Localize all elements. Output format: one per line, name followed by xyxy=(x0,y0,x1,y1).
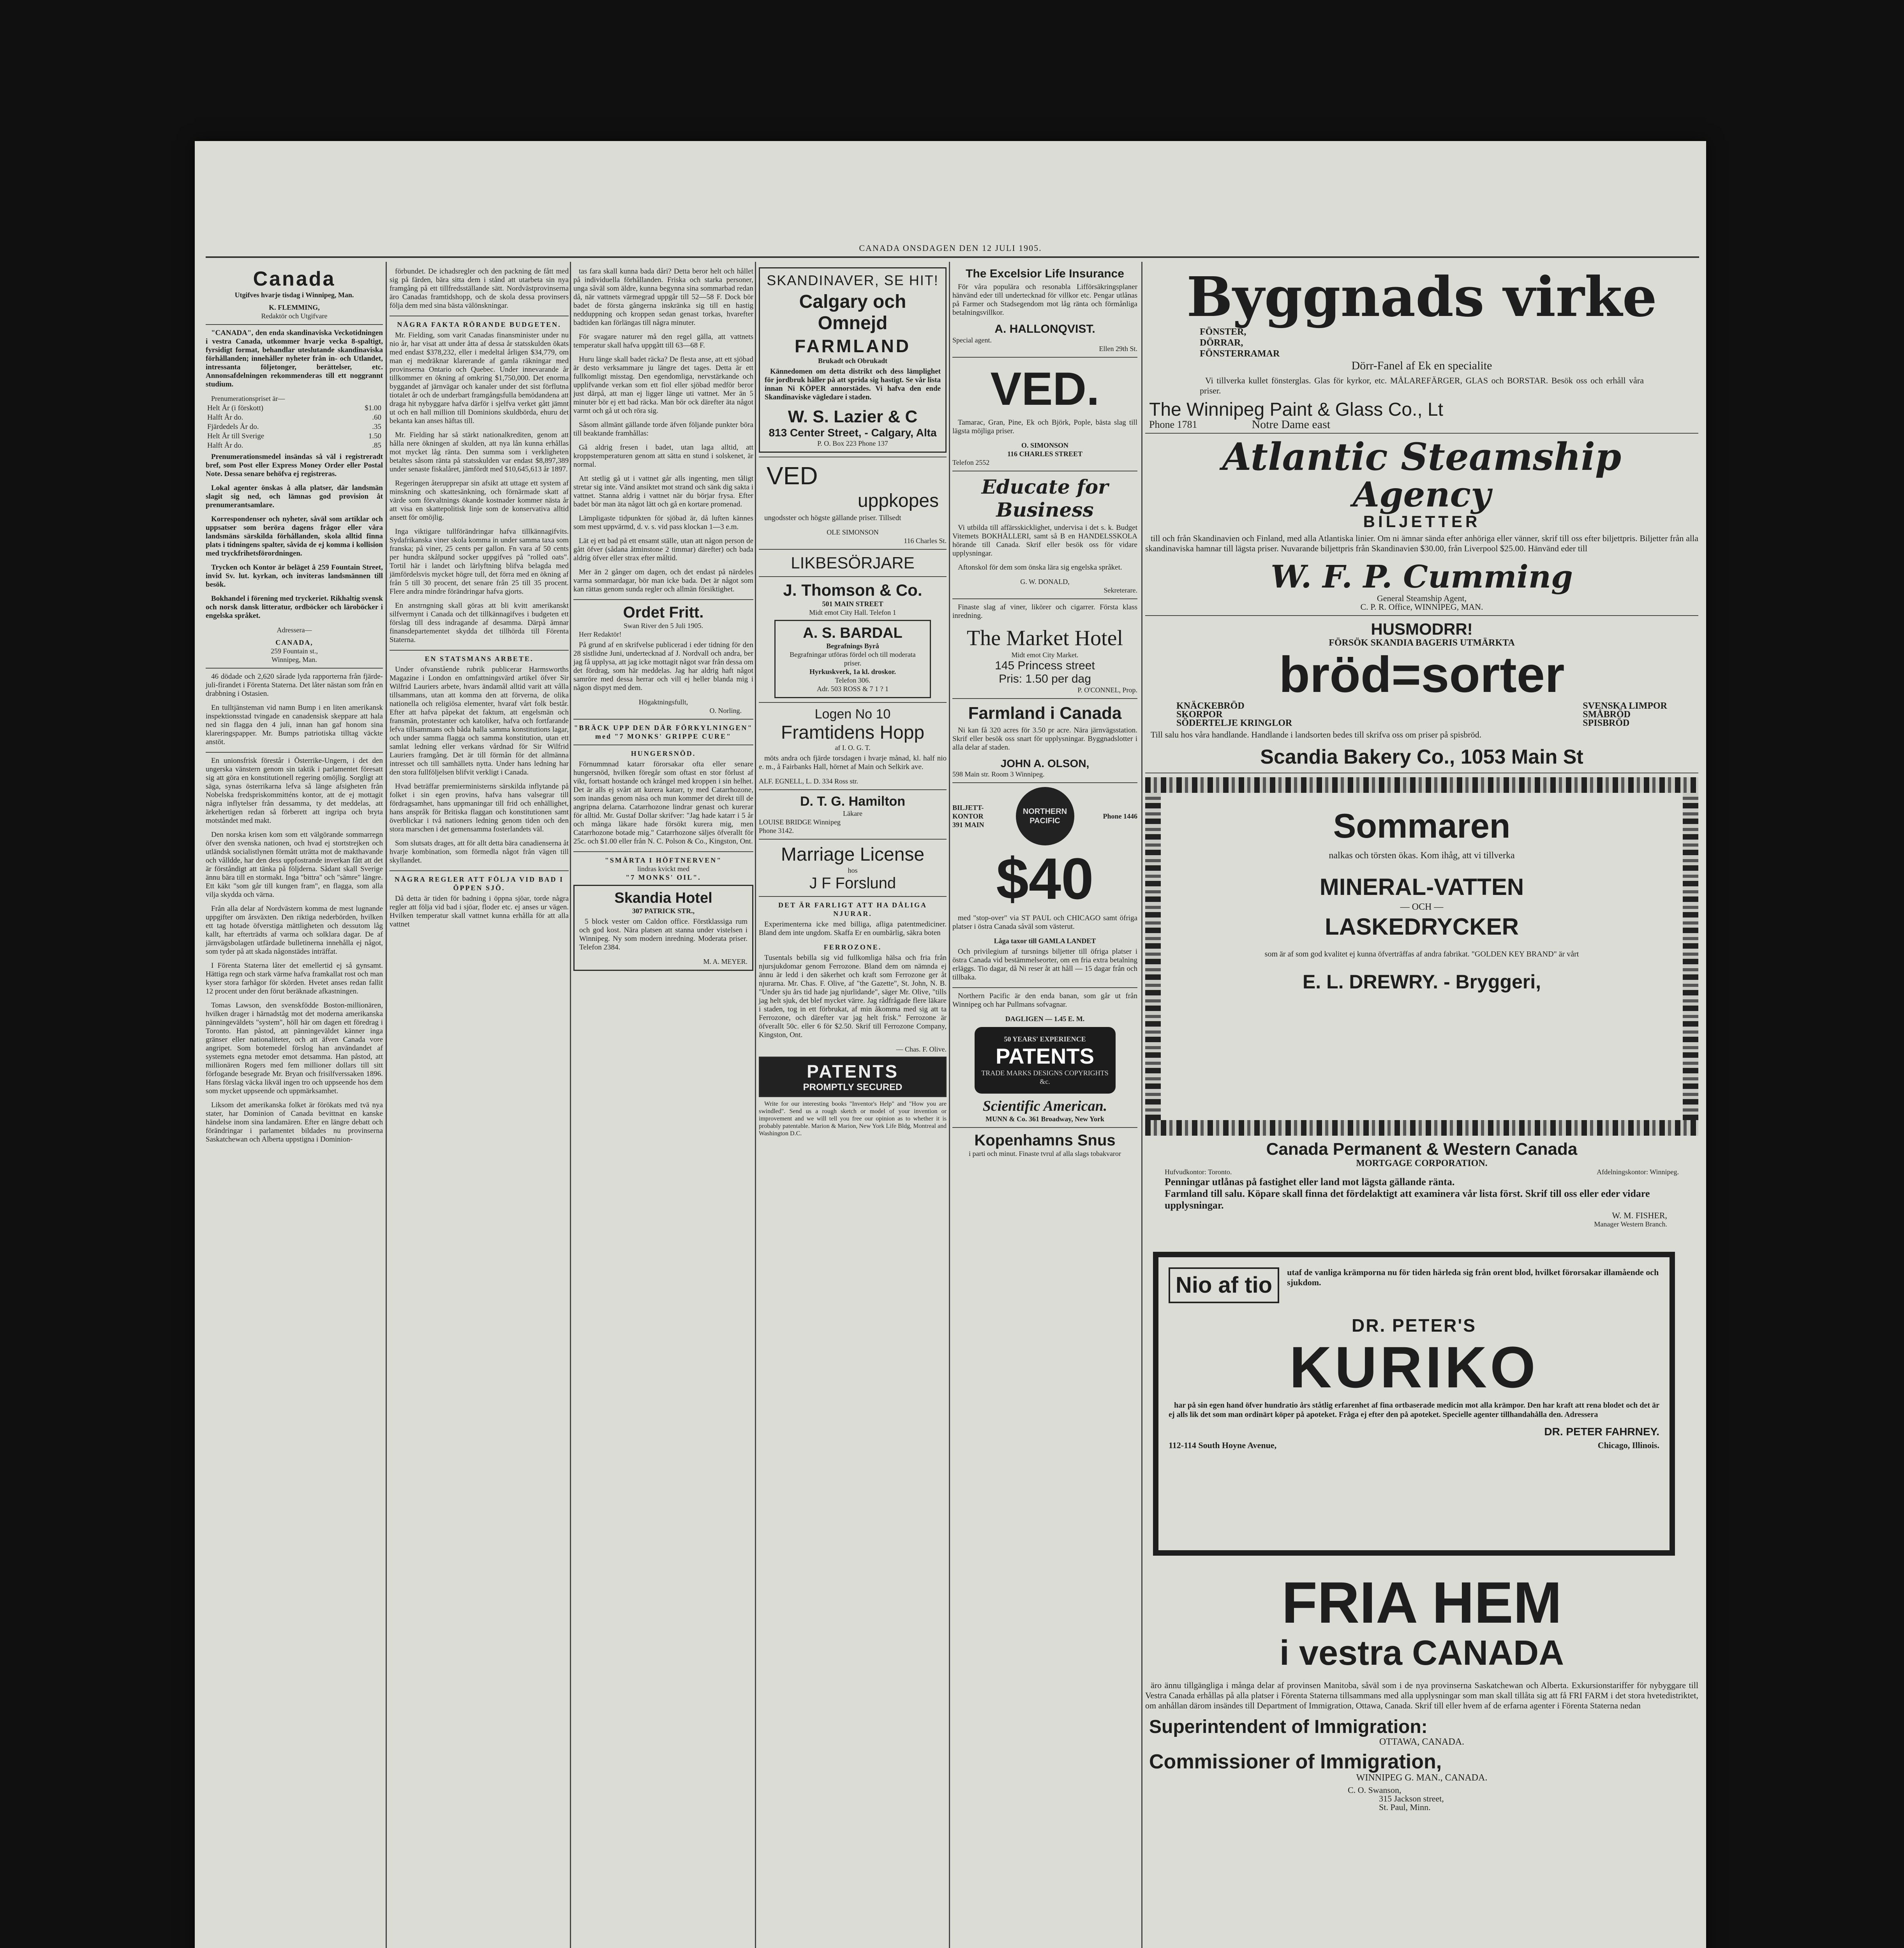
ad-subhead: Brukadt och Obrukadt xyxy=(818,357,888,365)
lumber-item: DÖRRAR, xyxy=(1200,338,1243,348)
school-role: Sekreterare. xyxy=(1104,586,1137,594)
free-homes-body: äro ännu tillgängliga i många delar af provinsen Manitoba, såväl som i de nya provinserna Saskatchewan och Alberta. Exkursionstariffer för nybyggare till Vestra Canada erhållas på alla platser i Förenta Staterna tillsammans med alla upplysningar som man skall tillåta sig att få FRI FARM i det stora hvetedistriktet, om anhållan därom insändes till Department of Immigration, Ottawa, Canada. Skrif till eller hvem af de erfarna agenter i Förenta Staterna nedan xyxy=(1145,1680,1698,1710)
column-rule xyxy=(755,262,756,1948)
lodge-name: Framtidens Hopp xyxy=(781,722,925,743)
price-value: $1.00 xyxy=(365,404,381,412)
ad-heading: DET ÄR FARLIGT ATT HA DÅLIGA NJURAR. xyxy=(778,901,927,918)
insurance-body: För våra populära och resonabla Lifförsäkringsplaner hänvänd eder till undertecknad för villkor etc. Pengar utlånas på Farmer och Stadsegendom mot låg ränta och förmånliga betalningsvillkor. xyxy=(952,283,1137,317)
divider xyxy=(952,698,1137,699)
mortgage-branch: Afdelningskontor: Winnipeg. xyxy=(1597,1168,1679,1176)
ad-heading: "SMÄRTA I HÖFTNERVEN" xyxy=(605,856,722,864)
kuriko-name: DR. PETER FAHRNEY. xyxy=(1544,1426,1659,1438)
letters-title: Ordet Fritt. xyxy=(623,604,704,621)
kuriko-city: Chicago, Illinois. xyxy=(1597,1440,1659,1450)
price-table xyxy=(206,404,383,450)
lodge-body: möts andra och fjärde torsdagen i hvarje månad, kl. half nio e. m., å Fairbanks Hall, hörnet af Main och Selkirk ave. xyxy=(759,754,947,771)
article-heading: HUNGERSNÖD. xyxy=(631,750,696,757)
bread-sub: FÖRSÖK SKANDIA BAGERIS UTMÄRKTA xyxy=(1329,638,1515,648)
kuriko-title: KURIKO xyxy=(1289,1334,1539,1400)
ad-column xyxy=(1145,262,1698,1812)
patents-badge xyxy=(975,1027,1116,1094)
header-rule xyxy=(206,256,1699,258)
market-hotel-owner: P. O'CONNEL, Prop. xyxy=(1077,686,1137,694)
mortgage-offices xyxy=(1145,1168,1698,1176)
kuriko-header xyxy=(1169,1267,1659,1303)
drewry-och: — OCH — xyxy=(1400,902,1444,912)
bardal-tel: Telefon 306. xyxy=(835,676,871,684)
article-paragraph: Som slutsats drages, att för allt detta bära canadienserna åt hvarje kombination, som förmedla något från vägen till skyllandet. xyxy=(390,839,569,865)
bread-list-left xyxy=(1176,702,1292,727)
ved-ad-name: OLE SIMONSON xyxy=(827,528,879,536)
patents-years: 50 YEARS' EXPERIENCE xyxy=(1004,1035,1086,1043)
atlantic-agent: W. F. P. Cumming xyxy=(1271,558,1573,595)
mortgage-title: Canada Permanent & Western Canada xyxy=(1266,1140,1578,1159)
article-paragraph: En anstrngning skall göras att bli kvitt amerikanskt silfvermynt i Canada och det tillkännagifves i budgeten ett förslag till dess indragande af desamma. Därpå ämnar finansdepartementet skydda det tillhörda till Förenta Staterna. xyxy=(390,602,569,644)
newspaper-page xyxy=(195,141,1706,1948)
price-value: .35 xyxy=(372,423,381,431)
ad-body: Experimenterna icke med billiga, afliga patentmediciner. Bland dem inte ungdom. Skaffa Er en oumbärlig, säkra boten xyxy=(759,920,947,937)
price-row xyxy=(206,404,383,413)
mortgage-hq: Hufvudkontor: Toronto. xyxy=(1165,1168,1232,1176)
lumber-body: Vi tillverka kullet fönsterglas. Glas för kyrkor, etc. MÅLAREFÄRGER, GLAS och BORSTAR. Besök oss och erhåll våra priser. xyxy=(1200,376,1644,395)
ad-po: P. O. Box 223 Phone 137 xyxy=(817,439,888,447)
vine-border-icon xyxy=(1145,1120,1698,1136)
ved-ad-address: 116 Charles St. xyxy=(904,537,947,545)
divider xyxy=(1145,433,1698,434)
article-paragraph: Mr. Fielding, som varit Canadas finansminister under nu nio år, har visat att under åtta af dessa år statsskulden ökats med endast $378,232, eller i medeltal årligen $34,779, om man ej medräknar klarerande af gamla räkningar med provinserna Ontario och Quebec. Under innevarande år tillkommer en ökning af omkring $1,750,000. Det enorma byggandet af järnvägar och kanaler under det sist förflutna tiotalet år och de underbart framgångsfulla bemödandena att draga hit nybyggare hafva därför i sjelfva verket gått jämnt ut och en hall million till Dominions skuldbörda, ehuru det bekanta kan anses häftas till. xyxy=(390,331,569,425)
immigration-commissioner: Commissioner of Immigration, xyxy=(1149,1750,1442,1773)
divider xyxy=(759,896,947,897)
column-rule xyxy=(1141,262,1142,1948)
ved-ad-title: VED. xyxy=(990,363,1100,415)
marriage-name: J F Forslund xyxy=(809,875,896,892)
farmland-address: 598 Main str. Room 3 Winnipeg. xyxy=(952,770,1045,778)
drewry-product: LASKEDRYCKER xyxy=(1325,914,1519,940)
scientific-american: Scientific American. xyxy=(982,1098,1107,1114)
article-heading: EN STATSMANS ARBETE. xyxy=(425,655,534,663)
bread-heading: HUSMODRR! xyxy=(1371,620,1473,638)
price-value: .85 xyxy=(372,441,381,450)
divider xyxy=(759,839,947,840)
page-folio: CANADA ONSDAGEN DEN 12 JULI 1905. xyxy=(859,243,1042,253)
school-body: Vi utbilda till affärsskicklighet, undervisa i det s. k. Budget Vitemets BOKHÅLLERI, samt så B en HANDELSSKOLA hörande till Canada. Skrif eller besök oss för vidare upplysningar. xyxy=(952,524,1137,558)
news-item: Liksom det amerikanska folket är förökats med tvä nya stater, har Dominion of Canada bevittnat en kanske händelse inom sina landamären. Efter en längre debatt och förändringar i parlamentet bildades nu provinserna Saskatchewan och Alberta uppstigna i Dominion- xyxy=(206,1101,383,1143)
article-paragraph: Lät ej ett bad på ett ensamt ställe, utan att någon person de gått öfver (sådana åtminstone 2 timmar) därefter) och bada aldrig öfver eller strax efter måltid. xyxy=(573,537,753,562)
letters-sign: Högaktningsfullt, xyxy=(638,698,688,706)
undertaker-sub: Midt emot City Hall. Telefon 1 xyxy=(809,609,896,616)
vine-border-icon xyxy=(1683,777,1698,1136)
farmland-title: Farmland i Canada xyxy=(968,704,1122,723)
divider xyxy=(206,324,383,325)
article-paragraph: För svagare naturer må den regel gälla, att vattnets temperatur skall hafva uppgått till 63—68 F. xyxy=(573,333,753,349)
editor-name: K. FLEMMING, xyxy=(269,303,320,311)
mortgage-sub: MORTGAGE CORPORATION. xyxy=(1356,1158,1488,1168)
lumber-address: Notre Dame east xyxy=(1252,418,1331,431)
masthead-subtitle: Utgifves hvarje tisdag i Winnipeg, Man. xyxy=(234,291,354,299)
calgary-land-ad xyxy=(759,267,947,453)
address-label: Adressera— xyxy=(277,626,312,634)
atlantic-office: C. P. R. Office, WINNIPEG, MAN. xyxy=(1360,602,1483,612)
article-paragraph: Inga viktigare tullförändringar hafva tillkännagifvits. Sydafrikanska viner skola komma in under samma taxa som franska; på viner, 25 cents per gallon. Fn vara af 50 cents per hundra skålpund socker uppgifves på "rolled oats". Tortil här i landet och lärlyftning blifva belagda med jämfördelsvis mycket högre tull, det förra med en ökning af från 5 till 30 procent, det senare från 25 till 35 procent. Flere andra mindre förändringar hafva gjorts. xyxy=(390,528,569,596)
ved-ad-body: ungodsster och högste gällande priser. Tillsedt xyxy=(764,514,901,522)
lumber-company: The Winnipeg Paint & Glass Co., Lt xyxy=(1149,399,1444,420)
hotel-ad xyxy=(573,885,753,971)
news-item: En unionsfrisk förestår i Österrike-Ungern, i det den ungerska vänstern genom sin taktik i parlamentet föresatt sig att göra en konstitutionell regering omöjlig. Sorgligt att säga, synas österrikarna lefva så länge afsigheten från Nobelska fredspriskommitténs kontor, att de ej mottagit några inflytelser från dessamma, ty det meddelas, att ärkehertigen redan så förberett att ingripa och bryta motståndet med makt. xyxy=(206,757,383,825)
farmland-body: Ni kan få 320 acres för 3.50 pr acre. Nära järnvägsstation. Skrif eller besök oss snart för upplysningar. Byggnadslotter i alla delar af staden. xyxy=(952,726,1137,752)
bardal-sub: Begrafnings Byrå xyxy=(826,642,879,650)
bread-item: KNÄCKEBRÖD xyxy=(1176,701,1245,711)
hotel-owner: M. A. MEYER. xyxy=(703,958,747,965)
doctor-block: LOUISE BRIDGE Winnipeg xyxy=(759,818,841,826)
undertaker-title: LIKBESÖRJARE xyxy=(791,554,915,572)
news-item: I Förenta Staterna låter det emellertid ej så gynsamt. Hättiga regn och stark värme hafva framkallat rost och man kyser stora farhågor för skörden. Hvetet anses redan fallit 12 procent under den förut beräknade afkastningen. xyxy=(206,962,383,995)
editor-title: Redaktör och Utgifvare xyxy=(261,312,328,320)
column-rule xyxy=(386,262,387,1948)
bread-item: SPISBRÖD xyxy=(1583,718,1630,728)
lodge-sub: af I. O. G. T. xyxy=(835,744,871,752)
price-row xyxy=(206,441,383,450)
divider xyxy=(952,357,1137,358)
np-body: med "stop-over" via ST PAUL och CHICAGO samt öfriga platser i östra Canada såväl som västerut. xyxy=(952,914,1137,931)
ad-company: W. S. Lazier & C xyxy=(788,407,918,426)
free-homes-subtitle: i vestra CANADA xyxy=(1279,1634,1564,1673)
lodge-title: Logen No 10 xyxy=(814,707,891,722)
ad-address: 813 Center Street, - Calgary, Alta xyxy=(769,427,937,439)
news-item: Den norska krisen kom som ett välgörande sommarregn öfver den svenska nationen, och hvad ej stortstrejken och utländsk socialistlynen förmått uträtta mot de makthavande och vålldde, har den dess uppfostrande inverkan fått att det är förståndigt att tänka på följderna. Sådant skall Sverige ännu bära till en stormakt. Inga "bittra" och "sämre" längre. Ett käkt "som går till kungen fram", en flagga, som alla vilja skydda och värna. xyxy=(206,831,383,899)
np-price: $40 xyxy=(996,846,1094,911)
column-rule xyxy=(949,262,950,1948)
school-title: Educate for Business xyxy=(981,475,1109,521)
column-2 xyxy=(390,262,569,934)
bread-item: SÖDERTELJE KRINGLOR xyxy=(1176,718,1292,728)
article-paragraph: Under ofvanstående rubrik publicerar Harmsworths Magazine i London en omfattningsvärd artikel öfver Sir Wilfrid Lauriers arbete, hvars ändamål alltid varit att vålla tillsammans, utan att komma den att förverna, de olika nationella och religiösa elementer, hvaraf vårt folk består. Efter att hafva påpekat det faktum, att engelsmän och fransmän, protestanter och katoliker, hafva och fortfarande lefva tillsammans och båda halla samma konstitutions lagar, och under samma flagga och samma konstitution, utan ett samlat ledning eller verkans vårdnad för Sir Wilfrid Lauriers framgång. Det är till förmån för det allmänna intresset och till samhällets nytta. Under hans ledning har den stora fullföljelsen blifvit verkligt i Canada. xyxy=(390,665,569,776)
ad-headline: SKANDINAVER, SE HIT! xyxy=(767,272,939,288)
drewry-body: som är af som god kvalitet ej kunna öfverträffas af andra fabrikat. "GOLDEN KEY BRAND" är vårt xyxy=(1264,950,1579,958)
hotel-body: 5 block vester om Caldon office. Förstklassiga rum och god kost. Nära platsen att stanna under vistelsen i Winnipeg. Ny som modern inredning. Moderata priser. Telefon 2384. xyxy=(579,918,747,951)
bardal-body: Begrafningar utföras fördel och till moderata priser. xyxy=(790,651,916,667)
kuriko-body: har på sin egen hand öfver hundratio års ståtlig erfarenhet af fina ortbaserade medicin mot alla krämpor. Den har kraft att rena blodet och det är ej alls lik det som man ordinärt köper på apoteket. Fråga ej efter den på apoteket. Specielle agenter tillhandahålla den. Adressera xyxy=(1169,1401,1659,1419)
price-label: Fjärdedels År do. xyxy=(207,423,259,431)
address-name: CANADA, xyxy=(275,639,313,646)
kuriko-address: 112-114 South Hoyne Avenue, xyxy=(1169,1440,1277,1450)
atlantic-body: till och från Skandinavien och Finland, med alla Atlantiska linier. Om ni ämnar sända efter anhöriga eller vänner, skrif till oss efter biljettpris. Biljetter från alla skandinaviska hamnar till lägsta priser. Nuvarande biljettpris från Skandinavien $30.00, från Liverpool $25.00. Hänvänd eder till xyxy=(1145,533,1698,553)
prices-heading: Prenumerationspriset är— xyxy=(211,395,285,402)
article-paragraph: Att stetlig gå ut i vattnet går alls ingenting, men tåligt stretar sig inte. Vänd ansiktet mot strand och sänk dig sakta i vattnet. Stanna aldrig i vattnet när du börjar frysa. Efter badet bör man äta något lätt och gå en kortare promenad. xyxy=(573,475,753,508)
article-paragraph: Då detta är tiden för badning i öppna sjöar, torde några regler att följa vid bad i sjöar, floder etc. ej anses ur vägen. Hvilken temperatur skall vattnet kunna erhålla för att alla vattnet xyxy=(390,895,569,928)
agent-name: C. O. Swanson, xyxy=(1348,1785,1402,1795)
market-hotel-address: 145 Princess street xyxy=(995,659,1095,672)
snus-title: Kopenhamns Snus xyxy=(974,1132,1116,1149)
article-paragraph: tas fara skall kunna bada dåri? Detta beror helt och hållet på individuella förhållanden. Friska och starka personer, unga såväl som äldre, kunna begynna sina sommarbad redan då, när vattnets värmegrad uppgår till 52—58 F. Dock bör badet de första gångerna inskränka sig till en hastig nedduppning och kroppen sedan genast torkas, hvarefter badtiden kan förlängas till några minuter. xyxy=(573,267,753,327)
divider xyxy=(1145,615,1698,616)
market-hotel-name: The Market Hotel xyxy=(966,626,1123,650)
insurance-title: The Excelsior Life Insurance xyxy=(966,267,1124,280)
bread-item: SMÅBRÖD xyxy=(1583,709,1631,720)
bread-list-right xyxy=(1583,702,1667,727)
divider xyxy=(952,1127,1137,1128)
column-4 xyxy=(759,262,947,1143)
patents-sub: PROMPTLY SECURED xyxy=(803,1082,903,1092)
drewry-name: E. L. DREWRY. - Bryggeri, xyxy=(1302,971,1541,993)
bardal-livery: Hyrkuskverk, 1a kl. droskor. xyxy=(809,668,896,676)
ad-body: Kännedomen om detta distrikt och dess lämplighet för jordbruk håller på att sprida sig hastigt. Se vår lista innan Ni KÖPER annorstädes. Vi hafva den ende Skandinaviske vägledare i staden. xyxy=(765,367,941,401)
divider xyxy=(206,752,383,753)
mortgage-manager: W. M. FISHER, xyxy=(1612,1210,1667,1220)
mortgage-body: Penningar utlånas på fastighet eller land mot lägsta gällande ränta. xyxy=(1165,1176,1455,1188)
snus-body: i parti och minut. Finaste tvrul af alla slags tobakvaror xyxy=(969,1150,1121,1158)
article-paragraph: Mer än 2 gånger om dagen, och det endast på närdeles varma sommardagar, bör man icke bada. Det är något som kan rättas genom sunda regler och allmän försiktighet. xyxy=(573,568,753,593)
price-row xyxy=(206,432,383,441)
immigration-commissioner-address: WINNIPEG G. MAN., CANADA. xyxy=(1356,1773,1488,1783)
price-label: Helt År (i förskott) xyxy=(207,404,264,412)
bread-list xyxy=(1145,702,1698,727)
letters-dateline: Swan River den 5 Juli 1905. xyxy=(624,622,703,630)
article-paragraph: Regeringen återupprepar sin afsikt att uttage ett system af minskning och skattesänkning, och förnärmade skatt af värde som förvaltnings ökande kostnader kommer nästa år att visa en skattepolitisk linje som de konservativa alltid ansett för omöjlig. xyxy=(390,479,569,522)
price-value: 1.50 xyxy=(368,432,381,440)
hotel-intro: Finaste slag af viner, likörer och cigarrer. Första klass inredning. xyxy=(952,603,1137,620)
news-item: 46 dödade och 2,620 sårade lyda rapporterna från fjärde-juli-firandet i Förenta Staterna. Det låter nästan som från en drabbning i Ostasien. xyxy=(206,672,383,698)
patents-body: Write for our interesting books "Inventor's Help" and "How you are swindled". Send us a rough sketch or model of your invention or improvement and we will tell you free our opinion as to whether it is probably patentable. Marion & Marion, New York Life Bldg, Montreal and Washington D.C. xyxy=(759,1101,947,1137)
drewry-inner xyxy=(1172,805,1671,1108)
free-homes-title: FRIA HEM xyxy=(1282,1570,1562,1635)
np-low-fares: Låga taxor till GAMLA LANDET xyxy=(994,937,1096,945)
price-label: Helt År till Sverige xyxy=(207,432,264,440)
market-hotel-sub: Midt emot City Market. xyxy=(1011,651,1079,659)
lumber-special: Dörr-Fanel af Ek en specialite xyxy=(1351,359,1492,372)
divider xyxy=(759,789,947,790)
bread-item: SVENSKA LIMPOR xyxy=(1583,701,1667,711)
doctor-name: D. T. G. Hamilton xyxy=(800,794,906,809)
insurance-address: Ellen 29th St. xyxy=(1099,345,1137,353)
subscription-note: Prenumerationsmedel insändas så väl i registreradt bref, som Post eller Express Money Order eller Postal Note. Dessa senare behöfva ej registreras. xyxy=(206,453,383,478)
divider xyxy=(952,598,1137,599)
marriage-sub: hos xyxy=(848,866,858,874)
lumber-phone: Phone 1781 xyxy=(1149,419,1197,430)
ved-ad-body: Tamarac, Gran, Pine, Ek och Björk, Pople, bästa slag till lägsta möjliga priser. xyxy=(952,418,1137,435)
article-paragraph: Såsom allmänt gällande torde äfven följande punkter böra till beaktande framhållas: xyxy=(573,421,753,438)
ad-heading: FERROZONE. xyxy=(823,943,882,951)
kuriko-tagline: Nio af tio xyxy=(1169,1267,1279,1303)
patents-badge-title: PATENTS xyxy=(995,1044,1095,1068)
article-paragraph: förbundet. De ichadsregler och den packning de fått med sig på färden, bära sitta dem i stånd att utarbeta sin nya framgång på ett tillfredsställande sätt. Nordvästprovinserna äro Canadas framtidshopp, och de skola dessa provinsers följa dem med sina bästa välönskningar. xyxy=(390,267,569,310)
drewry-ad xyxy=(1145,777,1698,1136)
news-item: Tomas Lawson, den svenskfödde Boston-millionären, hvilken drager i härnadståg mot det moderna amerikanska pänningeväldets "system", höll här om dagen ett föredrag i Toronto. Han påstod, att pänningeväldet känner inga gränser eller nationaliteter, och att äfven Canada vore angripet. Som botemedel förslog han användandet af systemets egna metoder emot detsamma. Han påstod, att millionären Rogers med fem millioner dollars till sitt förfogande besegrade Mr. Bryan och frisilfverssaken 1896. Hans förslag väcka likväl ingen tro och uppseende hos dem som mycket uppseende och uppmärksamhet. xyxy=(206,1001,383,1095)
bookshop-note: Bokhandel i förening med tryckeriet. Rikhaltig svensk och norsk dansk litteratur, ordböcker och läroböcker i engelska språket. xyxy=(206,595,383,620)
northern-pacific-header xyxy=(952,787,1137,845)
article-heading: NÅGRA REGLER ATT FÖLJA VID BAD I ÖPPEN SJÖ. xyxy=(394,875,564,892)
np-phone: Phone 1446 xyxy=(1103,812,1137,820)
vine-border-icon xyxy=(1145,777,1161,1136)
drewry-product: MINERAL-VATTEN xyxy=(1319,874,1524,900)
patents-marks: TRADE MARKS DESIGNS COPYRIGHTS &c. xyxy=(981,1069,1109,1085)
northern-pacific-logo-icon: NORTHERN PACIFIC xyxy=(1016,787,1074,845)
price-label: Halft År do. xyxy=(207,441,243,450)
letters-body: På grund af en skrifvelse publicerad i eder tidning för den 28 sistlidne Juni, undertecknad af J. Nordvall och andra, ber jag få upplysa, att jag icke mottagit något svar från dessa om det fördrag, som här meddelas. Jag har aldrig haft något samröre med dessa herrar och vill ej heller blanda mig i någon dispyt med dem. xyxy=(573,641,753,692)
column-1 xyxy=(206,262,383,1149)
article-paragraph: Förnummnad katarr förorsakar ofta eller senare hungersnöd, hvilken föregår som oftast en stor förlust af vikt, fortsatt hostande och krångel med kroppen i sin helhet. Det är alls ej svårt att kurera katarr, ty med Catarrhozone, som inandas genom näsa och mun kommer det direkt till de angripna delarna. Catarrhozone lindrar genast och kurerar för alltid. Mr. Gustaf Dollar skrifver: "Jag hade katarr i 5 år och många läkare hade försökt kurera mig, men Catarrhozone botade mig." Catarrhozone säljes öfverallt för 25c. och $1.00 eller från N. C. Polson & Co., Kingston, Ont. xyxy=(573,760,753,845)
address-city: Winnipeg, Man. xyxy=(271,656,317,663)
doctor-phone: Phone 3142. xyxy=(759,827,794,835)
immigration-superintendent: Superintendent of Immigration: xyxy=(1149,1717,1428,1737)
bread-item: SKORPOR xyxy=(1176,709,1223,720)
market-hotel-price: Pris: 1.50 per dag xyxy=(999,672,1091,685)
price-value: .60 xyxy=(372,413,381,422)
ad-headline: FARMLAND xyxy=(794,336,911,356)
lumber-contact xyxy=(1149,420,1698,429)
ad-sign: — Chas. F. Olive. xyxy=(896,1045,947,1053)
munn-address: MUNN & Co. 361 Broadway, New York xyxy=(985,1115,1104,1123)
mortgage-role: Manager Western Branch. xyxy=(1594,1220,1667,1228)
kuriko-ad xyxy=(1153,1252,1675,1556)
letters-greeting: Herr Redaktör! xyxy=(579,630,622,638)
letters-sign: O. Norling. xyxy=(709,707,742,715)
insurance-role: Special agent. xyxy=(952,336,992,344)
school-name: G. W. DONALD, xyxy=(1020,578,1070,586)
patents-banner xyxy=(759,1057,947,1097)
ved-ad-address: 116 CHARLES STREET xyxy=(1007,450,1083,458)
address-street: 259 Fountain st., xyxy=(270,647,318,655)
article-paragraph: Lämpligaste tidpunkten för sjöbad är, då luften kännes som mest uppvärmd, d. v. s. vid pass klockan 1—3 e.m. xyxy=(573,514,753,531)
agents-note: Lokal agenter önskas å alla platser, där landsmän slagit sig ned, och lämnas god provision åt prenumerantsamlare. xyxy=(206,484,383,509)
price-row xyxy=(206,422,383,432)
bardal-name: A. S. BARDAL xyxy=(803,625,903,641)
divider xyxy=(952,987,1137,988)
atlantic-title: Agency xyxy=(1352,474,1491,515)
hotel-address: 307 PATRICK STR., xyxy=(632,907,695,915)
divider xyxy=(759,549,947,550)
column-rule xyxy=(570,262,571,1948)
ad-text: lindras kvickt med xyxy=(637,865,689,873)
ad-heading: "BRÄCK UPP DEN DÄR FÖRKYLNINGEN" med "7 MONKS' GRIPPE CURE" xyxy=(574,724,753,740)
article-paragraph: Gå aldrig fresen i badet, utan laga alltid, att kroppstemperaturen genom att sätta en stund i solskenet, är normal. xyxy=(573,443,753,469)
mortgage-body: Farmland till salu. Köpare skall finna det fördelaktigt att examinera vår lista först. Skrif till oss eller eder vidare upplysningar. xyxy=(1165,1188,1650,1211)
insurance-agent: A. HALLONQVIST. xyxy=(994,323,1095,335)
drewry-title: Sommaren xyxy=(1333,806,1511,845)
np-office: BILJETT-KONTOR 391 MAIN xyxy=(952,804,984,829)
news-item: Från alla delar af Nordvästern komma de mest lugnande uppgifter om årsväxten. Den riktiga nederbörden, hvilken ett tag hotade öfverstiga mättligheten och dessutom låg kallt, har efterträdts af varma och solklara dagar. De af järnvägsbolagen utfärdade bulletinerna innehålla ej något, som tyder på att skada någonstädes inträffat. xyxy=(206,905,383,956)
agent-city: St. Paul, Minn. xyxy=(1379,1802,1431,1812)
drewry-body: nalkas och törsten ökas. Kom ihåg, att vi tillverka xyxy=(1329,850,1515,861)
kuriko-address-row xyxy=(1169,1441,1659,1450)
np-daily: DAGLIGEN — 1.45 E. M. xyxy=(1005,1015,1085,1023)
bardal-address: Adr. 503 ROSS & 7 1 ? 1 xyxy=(816,685,889,693)
school-evening: Aftonskol för dem som önska lära sig engelska språket. xyxy=(958,563,1122,572)
ad-body: Tusentals bebilla sig vid fullkomliga hälsa och fria från njursjukdomar genom Ferrozone. Bland dem om nämnda ej ännu är ledd i den säkerhet och kraft som Ferrozone ger åt njurarna. Mr. Chas. F. Olive, af "the Gazette", St. John, N. B. "Under sju års tid hade jag njurlidande", säger Mr. Olive, "tills jag helt sjuk, det blef mycket värre. Jag rådfrågade flere läkare i staden, tog in ett förbrukat, af min åkomma med sig att ta Ferrozone, och därefter var jag helt frisk." Ferrozone är öfverallt 50c. eller 6 för $2.50. Skrif till Ferrozone Company, Kingston, Ont. xyxy=(759,954,947,1039)
intro-paragraph: "CANADA", den enda skandinaviska Veckotidningen i vestra Canada, utkommer hvarje vecka 8-spaltigt, fyrsidigt format, behandlar uteslutande skandinaviska förhållanden; innehåller nyheter från in- och Utlandet, intressanta följetonger, berättelser, etc. Annonsafdelningen rekommenderas till ett noggrannt studium. xyxy=(206,329,383,388)
column-5 xyxy=(952,262,1137,1158)
divider xyxy=(390,650,569,651)
ved-ad-title: VED xyxy=(767,462,818,490)
lumber-item: FÖNSTER, xyxy=(1200,327,1246,337)
article-heading: NÅGRA FAKTA RÖRANDE BUDGETEN. xyxy=(397,321,561,328)
patents-title: PATENTS xyxy=(807,1061,899,1082)
kuriko-intro: utaf de vanliga krämporna nu för tiden härleda sig från orent blod, hvilket förorsakar illamående och sjukdom. xyxy=(1287,1267,1659,1287)
news-item: En tulltjänsteman vid namn Bump i en liten amerikansk inspektionsstad tvingade en canadensisk skeppare att hala ned sin flagga den 4 juli, innan han gaf honom sina klareringspapper. Mr. Bumps patriotiska tilltag väckte anstöt. xyxy=(206,704,383,746)
bread-body: Till salu hos våra handlande. Handlande i landsorten bedes till skrifva oss om priser på spisbröd. xyxy=(1151,730,1482,739)
divider xyxy=(206,668,383,669)
hotel-name: Skandia Hotel xyxy=(614,890,712,906)
kuriko-by: DR. PETER'S xyxy=(1352,1315,1476,1336)
np-body: Northern Pacific är den enda banan, som går ut från Winnipeg och har Pullmans sofvagnar. xyxy=(952,992,1137,1009)
price-row xyxy=(206,413,383,422)
article-paragraph: Mr. Fielding har så stärkt nationalkrediten, genom att hålla nere ökningen af skulden, att nya lån kunna erhållas mot mycket låg ränta. Den summa som i verkligheten betaltes såsom ränta på statsskulden var endast $8,897,389 under senaste fiskalåret, jämfördt med $10,645,613 år 1897. xyxy=(390,431,569,473)
divider xyxy=(759,702,947,703)
doctor-title: Läkare xyxy=(843,810,862,817)
divider xyxy=(952,782,1137,783)
divider xyxy=(390,870,569,871)
divider xyxy=(573,719,753,720)
marriage-title: Marriage License xyxy=(781,844,925,865)
immigration-superintendent-address: OTTAWA, CANADA. xyxy=(1379,1737,1465,1747)
divider xyxy=(573,599,753,600)
undertaker-name: J. Thomson & Co. xyxy=(783,581,922,599)
price-label: Halft År do. xyxy=(207,413,243,422)
atlantic-role: General Steamship Agent, xyxy=(1377,593,1467,603)
bread-title: bröd=sorter xyxy=(1279,646,1565,703)
lodge-sign: ALF. EGNELL, L. D. 334 Ross str. xyxy=(759,777,859,785)
np-body: Och privilegium af tursnings biljetter till öfriga platser i östra Canada vid bestämmelseorter, om en fria extra betalning erläggs. Tio dagar, då Ni reser åt att håll — 15 dagar från och tillbaka. xyxy=(952,948,1137,981)
lumber-item: FÖNSTERRAMAR xyxy=(1200,349,1280,359)
ved-ad-subtitle: uppkopes xyxy=(857,491,939,511)
masthead-title: Canada xyxy=(253,268,336,290)
divider xyxy=(573,851,753,852)
atlantic-title: Atlantic Steamship xyxy=(1222,435,1622,479)
bardal-ad xyxy=(774,620,931,698)
atlantic-subtitle: BILJETTER xyxy=(1363,512,1481,531)
ved-ad-name: O. SIMONSON xyxy=(1021,441,1069,449)
article-paragraph: Hvad beträffar premierministerns särskilda inflytande på folket i sin egen provins, hafva hans valsegrar till fördragsamhet, hans uppmaningar till frid och enhällighet, hans anspråk för Britiska flaggan och konstitutionen samt överblickar i två nationers ledning genom tiden och den stora marschen i det gemensamma fosterlandets väl. xyxy=(390,782,569,833)
correspondence-note: Korrespondenser och nyheter, såväl som artiklar och uppsatser som beröra dagens frågor eller våra landsmäns särskilda förhållanden, skola alltid finna plats i tidningens spalter, såvida de ej komma i kollision med tryckfrihetsförordningen. xyxy=(206,515,383,558)
article-paragraph: Huru länge skall badet räcka? De flesta anse, att ett sjöbad är desto verksammare ju längre det tages. Detta är ett fullkomligt misstag. Den egendomliga, nervstärkande och upplifvande verkan som ett fiol eller sjöbad medför beror just därpå, att man ej ligger länge uti vattnet. Mer än 5 minuter bör ej ett bad räcka. Man bör ock därefter äta något varmt och gå ut och röra sig. xyxy=(573,355,753,415)
ad-heading: "7 MONKS' OIL". xyxy=(626,873,701,881)
undertaker-address: 501 MAIN STREET xyxy=(822,600,883,608)
farmland-name: JOHN A. OLSON, xyxy=(1000,757,1090,769)
office-note: Trycken och Kontor är beläget å 259 Fountain Street, invid Sv. lut. kyrkan, och inviteras landsmännen till besök. xyxy=(206,563,383,589)
column-3 xyxy=(573,262,753,974)
ad-headline: Calgary och Omnejd xyxy=(799,291,906,333)
divider xyxy=(759,576,947,577)
vine-border-icon xyxy=(1145,777,1698,793)
bakery-name: Scandia Bakery Co., 1053 Main St xyxy=(1260,746,1583,768)
agent-address: 315 Jackson street, xyxy=(1379,1794,1444,1803)
ved-ad-phone: Telefon 2552 xyxy=(952,459,990,466)
lumber-ad-title: Byggnads virke xyxy=(1186,265,1657,329)
